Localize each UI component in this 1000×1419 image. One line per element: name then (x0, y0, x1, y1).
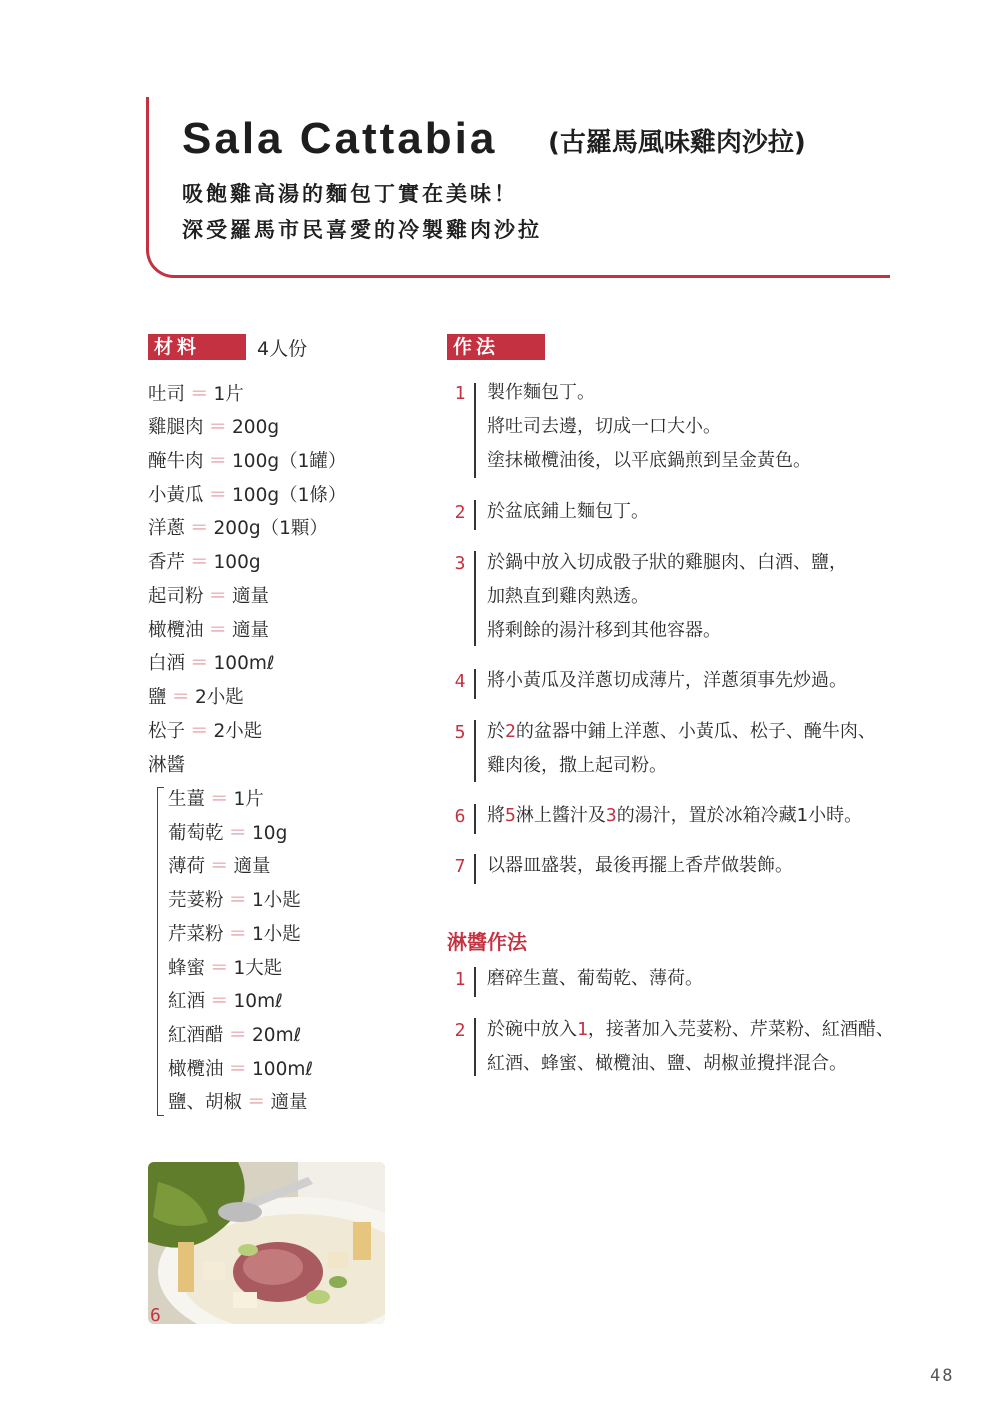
salad-photo (148, 1162, 385, 1324)
sauce-ingredient-item: 薄荷 ＝ 適量 (168, 856, 271, 877)
salad-photo-illustration (148, 1162, 385, 1324)
step-text: 於2的盆器中鋪上洋蔥、小黃瓜、松子、醃牛肉、 (487, 721, 876, 742)
ingredient-item: 吐司 ＝ 1片 (148, 384, 244, 405)
step-text: 將小黃瓜及洋蔥切成薄片，洋蔥須事先炒過。 (487, 670, 847, 691)
sauce-bracket (157, 787, 164, 1116)
step-divider (474, 720, 476, 782)
step-text: 塗抹橄欖油後，以平底鍋煎到呈金黃色。 (487, 450, 811, 471)
ingredient-item: 松子 ＝ 2小匙 (148, 721, 263, 742)
sauce-ingredient-item: 紅酒 ＝ 10mℓ (168, 991, 283, 1012)
step-text: 將剩餘的湯汁移到其他容器。 (487, 620, 721, 641)
sauce-ingredient-item: 生薑 ＝ 1片 (168, 789, 264, 810)
sauce-step-text: 於碗中放入1，接著加入芫荽粉、芹菜粉、紅酒醋、 (487, 1019, 894, 1040)
sauce-ingredient-item: 芫荽粉 ＝ 1小匙 (168, 890, 301, 911)
ingredient-item: 醃牛肉 ＝ 100g（1罐） (148, 451, 347, 472)
step-text: 加熱直到雞肉熟透。 (487, 586, 649, 607)
ingredient-item: 白酒 ＝ 100mℓ (148, 653, 275, 674)
step-divider (474, 669, 476, 699)
step-number: 3 (454, 553, 466, 574)
sauce-ingredient-item: 鹽、胡椒 ＝ 適量 (168, 1092, 308, 1113)
sauce-label: 淋醬 (148, 755, 186, 776)
page-number: 48 (930, 1366, 955, 1386)
step-divider (474, 1018, 476, 1076)
step-text: 以器皿盛裝，最後再擺上香芹做裝飾。 (487, 855, 793, 876)
sauce-method-heading: 淋醬作法 (447, 930, 527, 954)
step-number: 1 (454, 383, 466, 404)
ingredient-item: 鹽 ＝ 2小匙 (148, 687, 244, 708)
step-text: 製作麵包丁。 (487, 382, 595, 403)
recipe-title: Sala Cattabia (182, 114, 498, 163)
step-divider (474, 804, 476, 834)
tagline-2: 深受羅馬市民喜愛的冷製雞肉沙拉 (182, 218, 542, 242)
ingredient-item: 洋蔥 ＝ 200g（1顆） (148, 518, 328, 539)
ingredient-item: 小黃瓜 ＝ 100g（1條） (148, 485, 347, 506)
ingredient-item: 橄欖油 ＝ 適量 (148, 620, 270, 641)
sauce-step-text: 紅酒、蜂蜜、橄欖油、鹽、胡椒並攪拌混合。 (487, 1053, 847, 1074)
tagline-1: 吸飽雞高湯的麵包丁實在美味！ (182, 182, 518, 206)
sauce-ingredient-item: 紅酒醋 ＝ 20mℓ (168, 1025, 302, 1046)
step-number: 6 (454, 806, 466, 827)
ingredients-label: 材料 (148, 334, 246, 360)
step-divider (474, 967, 476, 997)
sauce-step-text: 磨碎生薑、葡萄乾、薄荷。 (487, 968, 703, 989)
step-divider (474, 383, 476, 478)
step-text: 於鍋中放入切成骰子狀的雞腿肉、白酒、鹽， (487, 552, 847, 573)
step-text: 將5淋上醬汁及3的湯汁，置於冰箱冷藏1小時。 (487, 805, 863, 826)
step-divider (474, 500, 476, 530)
step-number: 2 (454, 502, 466, 523)
sauce-step-number: 2 (454, 1020, 466, 1041)
ingredient-item: 起司粉 ＝ 適量 (148, 586, 270, 607)
step-divider (474, 854, 476, 884)
ingredient-item: 香芹 ＝ 100g (148, 552, 261, 573)
photo-step-number: 6 (150, 1305, 161, 1326)
sauce-ingredient-item: 芹菜粉 ＝ 1小匙 (168, 924, 301, 945)
sauce-ingredient-item: 蜂蜜 ＝ 1大匙 (168, 958, 283, 979)
step-text: 將吐司去邊，切成一口大小。 (487, 416, 721, 437)
step-number: 7 (454, 856, 466, 877)
step-number: 4 (454, 671, 466, 692)
step-number: 5 (454, 722, 466, 743)
step-divider (474, 551, 476, 646)
servings: 4人份 (257, 338, 308, 360)
sauce-step-number: 1 (454, 969, 466, 990)
recipe-subtitle: (古羅馬風味雞肉沙拉) (548, 128, 806, 158)
step-text: 雞肉後，撒上起司粉。 (487, 755, 667, 776)
step-text: 於盆底鋪上麵包丁。 (487, 501, 649, 522)
ingredient-item: 雞腿肉 ＝ 200g (148, 417, 280, 438)
sauce-ingredient-item: 葡萄乾 ＝ 10g (168, 823, 288, 844)
sauce-ingredient-item: 橄欖油 ＝ 100mℓ (168, 1059, 314, 1080)
method-label: 作法 (447, 334, 545, 360)
